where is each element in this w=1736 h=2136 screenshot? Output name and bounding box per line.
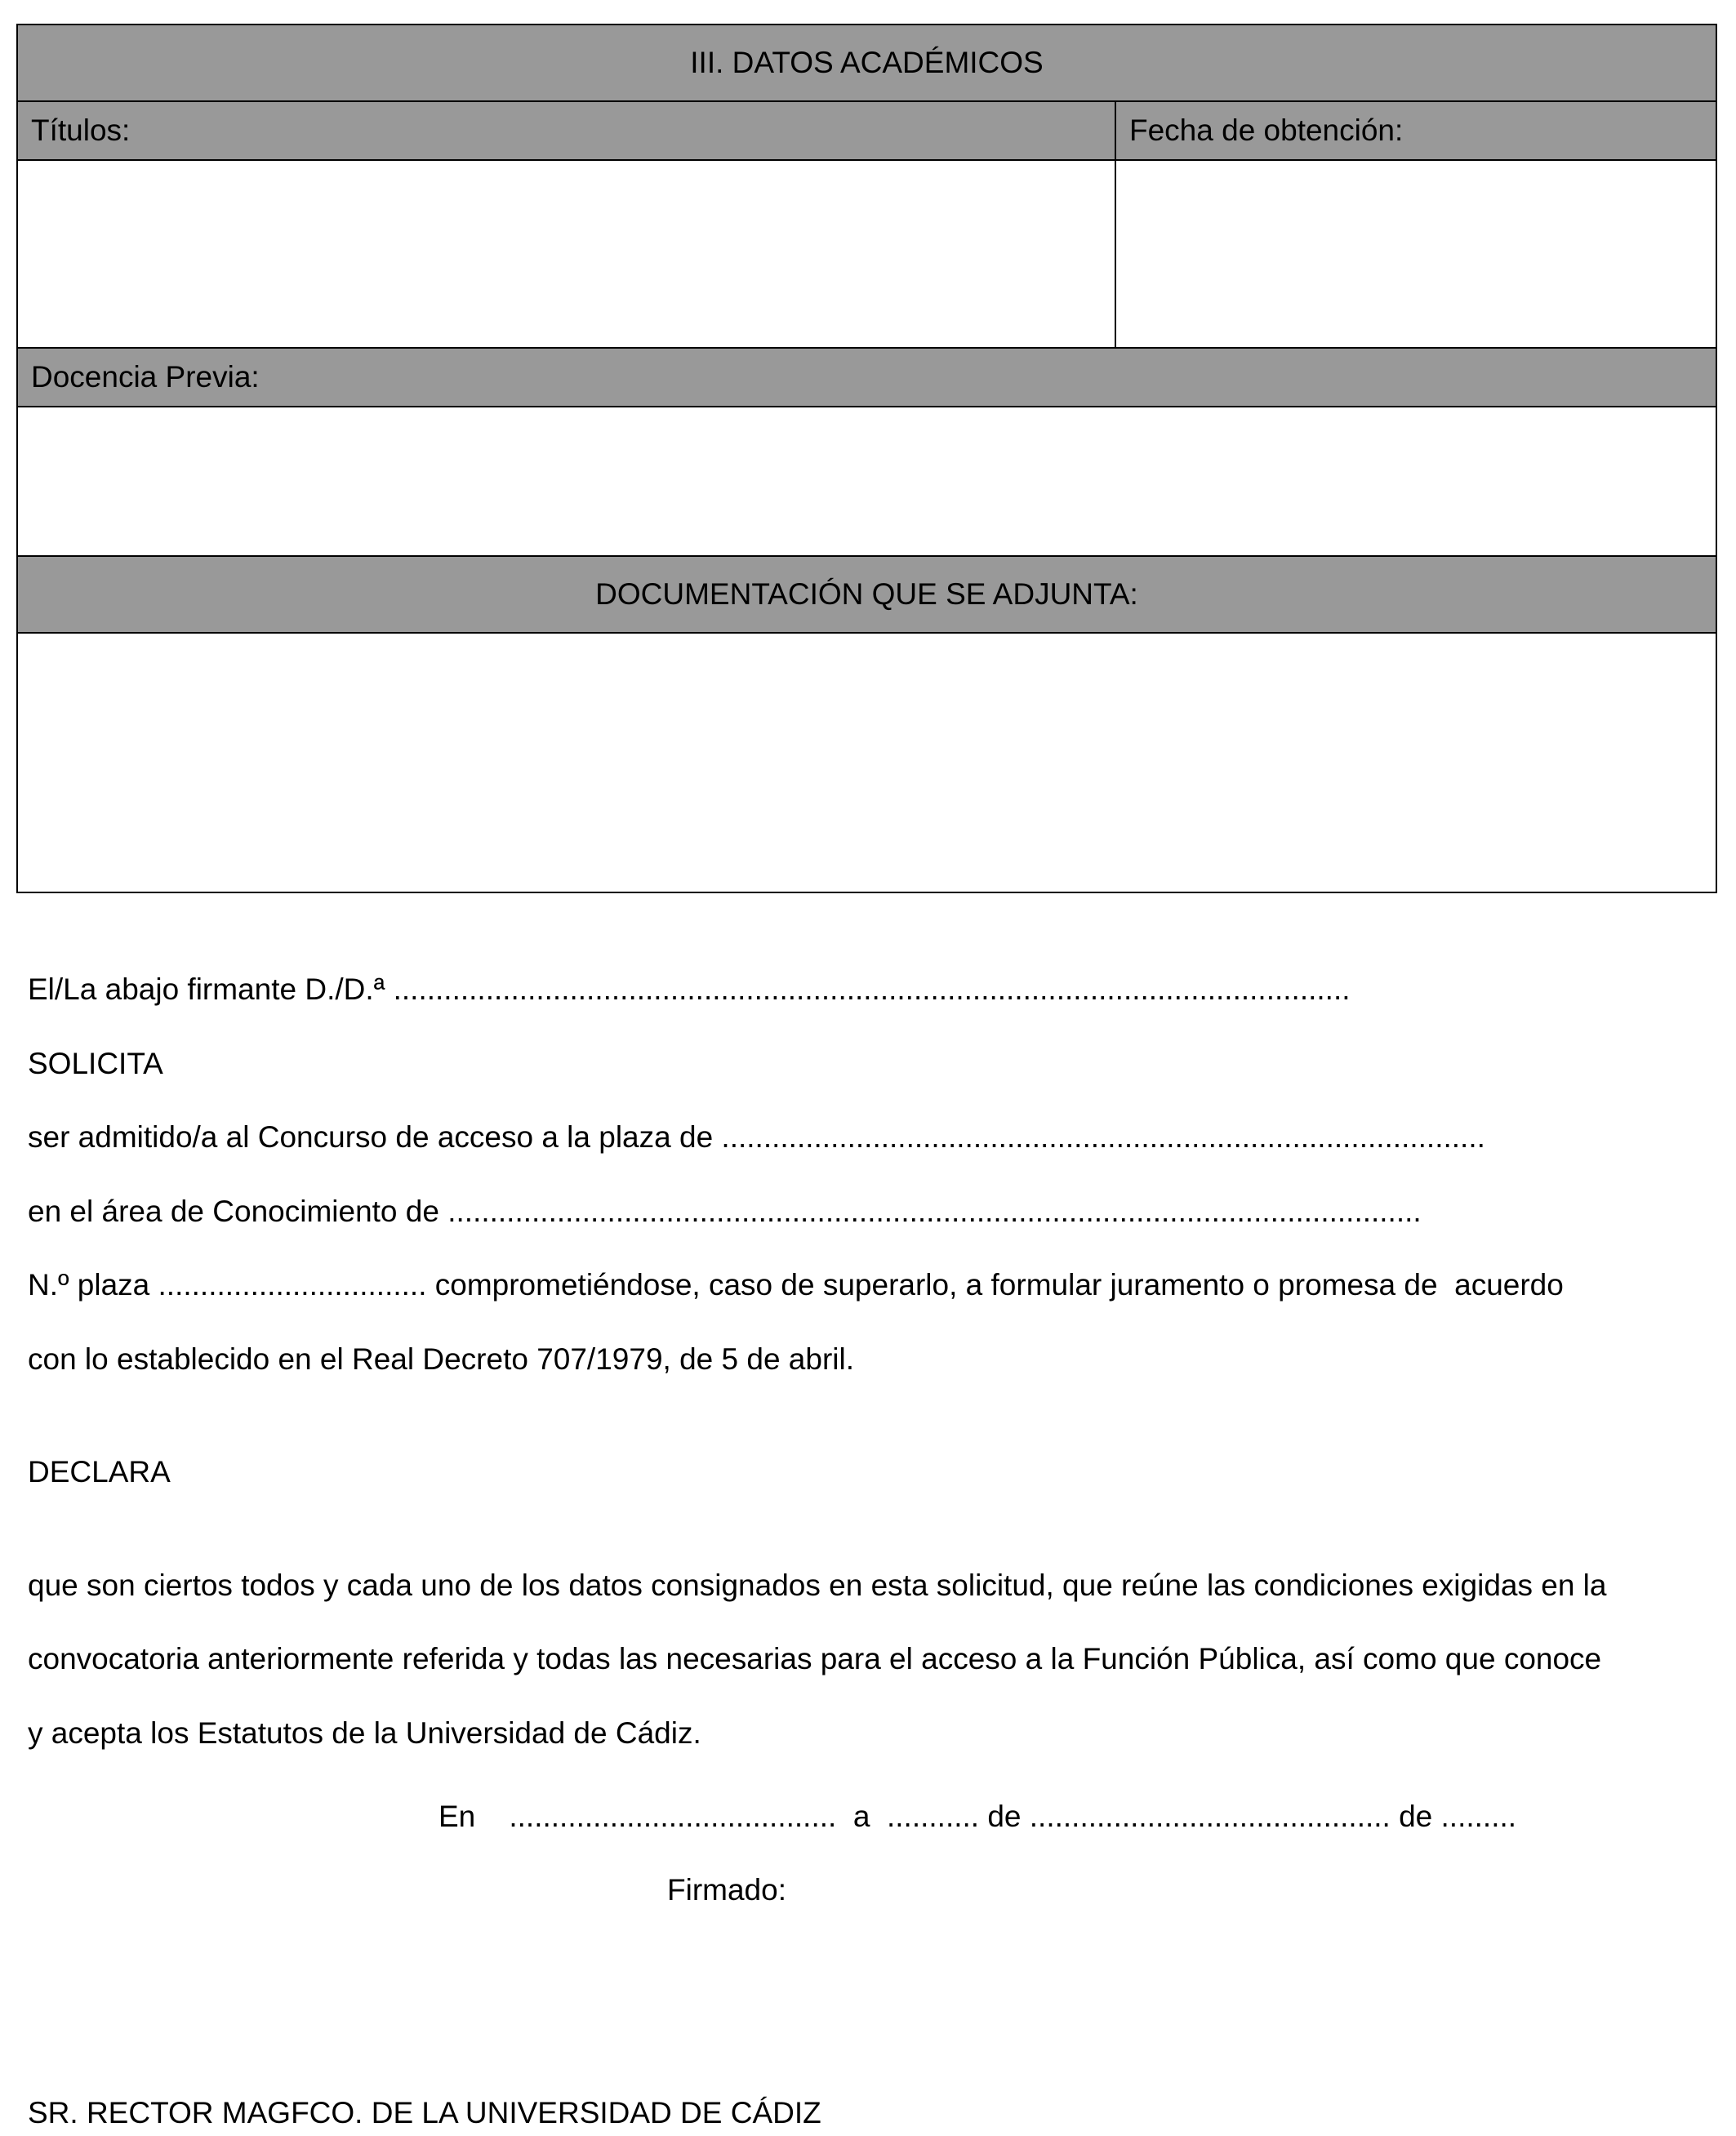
section-title-text: III. DATOS ACADÉMICOS <box>690 46 1044 79</box>
signature-label: Firmado: <box>667 1873 786 1907</box>
fecha-field[interactable] <box>1115 159 1717 349</box>
declaration-line-3: y acepta los Estatutos de la Universidad de Cádiz. <box>28 1716 701 1750</box>
declara-heading: DECLARA <box>28 1455 171 1489</box>
firmante-line: El/La abajo firmante D./D.ª .................................................................................................................. <box>28 972 1351 1006</box>
decreto-line: con lo establecido en el Real Decreto 707/1979, de 5 de abril. <box>28 1342 855 1376</box>
admitido-line: ser admitido/a al Concurso de acceso a la plaza de ........................................................................................... <box>28 1120 1485 1154</box>
documentacion-label: DOCUMENTACIÓN QUE SE ADJUNTA: <box>595 577 1138 611</box>
place-date-line: En ....................................... a ........... de ........................................... de ......... <box>438 1800 1517 1833</box>
titulos-label: Títulos: <box>31 113 131 147</box>
area-line: en el área de Conocimiento de .................................................................................................................... <box>28 1195 1422 1228</box>
docencia-label: Docencia Previa: <box>31 360 260 394</box>
titulos-field[interactable] <box>16 159 1116 349</box>
section-title <box>16 24 1717 102</box>
addressee: SR. RECTOR MAGFCO. DE LA UNIVERSIDAD DE CÁDIZ <box>28 2096 821 2129</box>
titulos-header <box>16 100 1116 161</box>
documentacion-field[interactable] <box>16 632 1717 893</box>
fecha-header <box>1115 100 1717 161</box>
declaration-line-2: convocatoria anteriormente referida y todas las necesarias para el acceso a la Función Pública, así como que conoce <box>28 1642 1602 1675</box>
plaza-line: N.º plaza ................................ comprometiéndose, caso de superarlo, a formular juramento o promesa de acuerdo <box>28 1268 1564 1302</box>
documentacion-header <box>16 555 1717 634</box>
solicita-heading: SOLICITA <box>28 1047 163 1080</box>
docencia-field[interactable] <box>16 406 1717 557</box>
docencia-header <box>16 347 1717 407</box>
declaration-line-1: que son ciertos todos y cada uno de los datos consignados en esta solicitud, que reúne las condiciones exigidas en la <box>28 1569 1607 1602</box>
fecha-label: Fecha de obtención: <box>1129 113 1404 147</box>
